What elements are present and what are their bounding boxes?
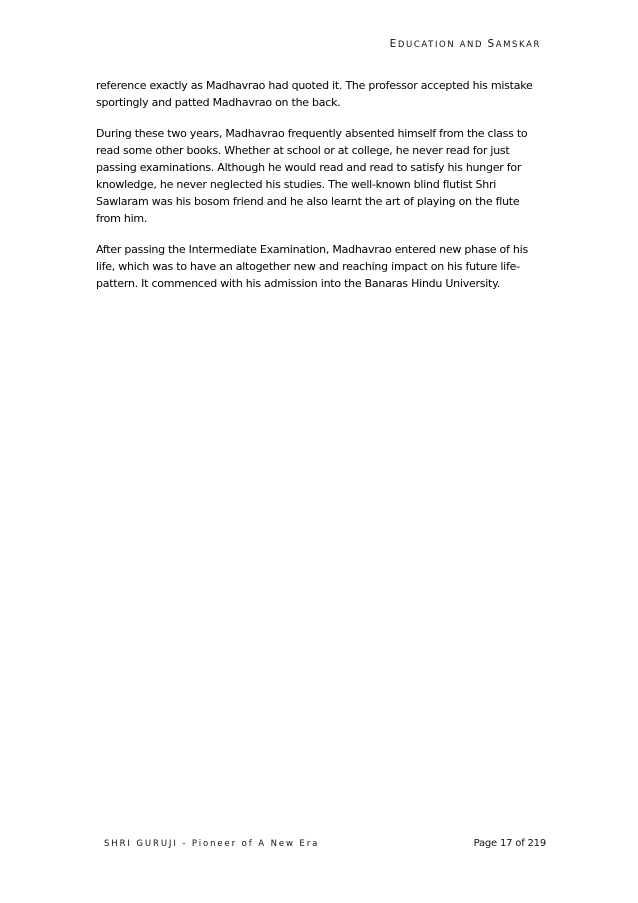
running-head-word-samskar: AMSKAR: [495, 40, 541, 50]
paragraph-2: During these two years, Madhavrao frequently absented himself from the class to read some other books. Whether at school or at college, he never read for just passing examinations. Although he would read and read to satisfy his hunger for knowledge, he never neglected his studies. The well-known blind flutist Shri Sawlaram was his bosom friend and he also learnt the art of playing on the flute from him.: [96, 127, 528, 225]
paragraph-1: reference exactly as Madhavrao had quoted it. The professor accepted his mistake sportingly and patted Madhavrao on the back.: [96, 79, 533, 109]
footer-book-title: SHRI GURUJI - Pioneer of A New Era: [104, 839, 320, 849]
body-text: [96, 77, 546, 306]
running-head: [390, 38, 541, 50]
paragraph-3: After passing the Intermediate Examination, Madhavrao entered new phase of his life, which was to have an altogether new and reaching impact on his future life-pattern. It commenced with his admission into the Banaras Hindu University.: [96, 243, 528, 290]
page-footer: [96, 839, 546, 853]
footer-page-number: Page 17 of 219: [473, 838, 546, 849]
running-head-initial-s: S: [487, 38, 496, 50]
running-head-initial-e: E: [389, 38, 398, 50]
running-head-word-education-and: DUCATION AND: [397, 40, 484, 50]
